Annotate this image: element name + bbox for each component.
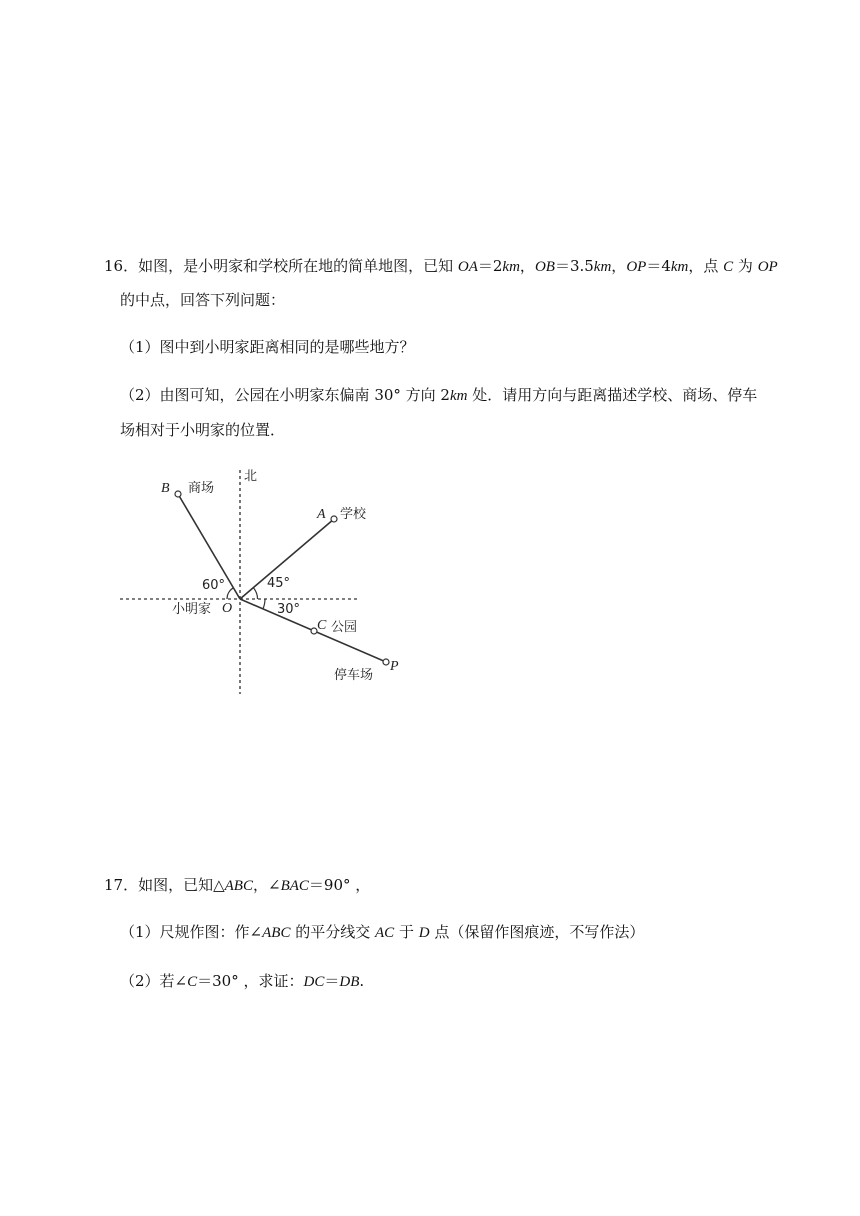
north-label: 北 (244, 469, 258, 484)
point-P (383, 659, 389, 665)
point-A (331, 516, 337, 522)
arc-60 (227, 588, 233, 599)
angle-45-label: 45° (267, 576, 291, 591)
q16-part2-line1: （2）由图可知，公园在小明家东偏南 30° 方向 2km 处．请用方向与距离描述学校、商场、停车 (120, 386, 758, 404)
label-B: B (161, 481, 170, 496)
q17-part1: （1）尺规作图：作∠ABC 的平分线交 AC 于 D 点（保留作图痕迹，不写作法） (120, 923, 645, 941)
parking-label: 停车场 (334, 668, 374, 683)
arc-30 (263, 599, 265, 609)
q16-stem-line1: 16．如图，是小明家和学校所在地的简单地图，已知 OA＝2km，OB＝3.5km，OP＝4km，点 C 为 OP (104, 257, 778, 275)
home-label: 小明家 (172, 602, 212, 617)
angle-60-label: 60° (202, 578, 226, 593)
q17-stem: 17．如图，已知△ABC，∠BAC＝90° ， (104, 876, 371, 894)
label-C: C (317, 618, 327, 633)
q16-stem-line2: 的中点，回答下列问题： (120, 291, 286, 309)
school-label: 学校 (340, 507, 367, 522)
arc-45 (253, 588, 257, 599)
q16-part1: （1）图中到小明家距离相同的是哪些地方？ (120, 338, 415, 356)
q17-number: 17． (104, 876, 139, 894)
label-O: O (222, 601, 233, 616)
park-label: 公园 (331, 620, 358, 635)
mall-label: 商场 (188, 481, 215, 496)
label-A: A (317, 507, 326, 522)
q16-number: 16． (104, 257, 139, 275)
map-figure (118, 462, 418, 702)
angle-30-label: 30° (277, 602, 301, 617)
label-P: P (390, 659, 399, 674)
q17-part2: （2）若∠C＝30° ，求证：DC＝DB. (120, 972, 365, 990)
q16-part2-line2: 场相对于小明家的位置． (120, 421, 286, 439)
point-B (175, 491, 181, 497)
